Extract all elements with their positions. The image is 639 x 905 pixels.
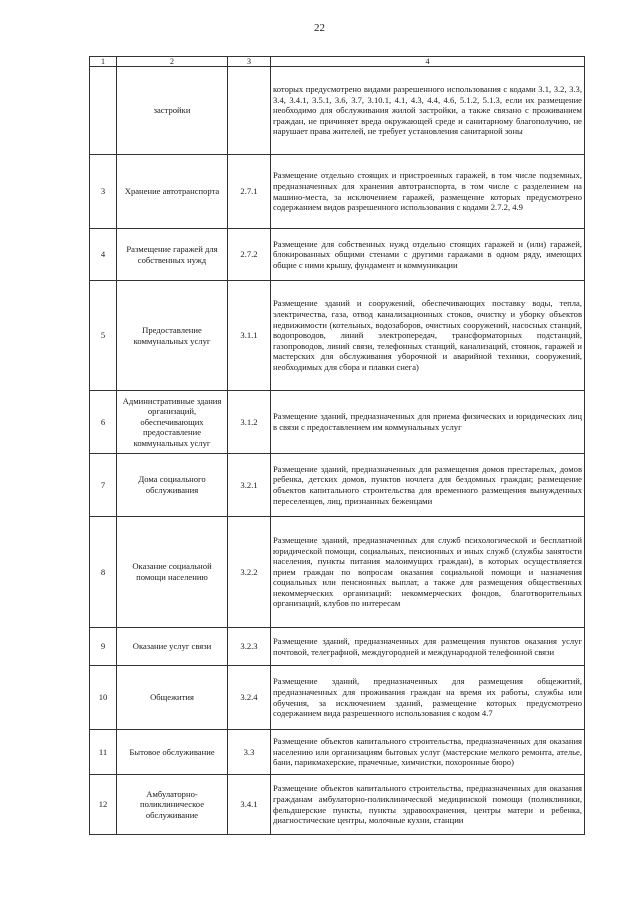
use-type-code: 3.2.4 [228,666,271,730]
use-type-name: Оказание социальной помощи населению [117,517,228,628]
table-row [90,67,585,155]
use-type-description: Размещение зданий и сооружений, обеспечивающих поставку воды, тепла, электричества, газа, отвод канализационных стоков, очистку и уборку объектов недвижимости (котельных, водозаборов, очистных сооружений, насосных станций, водопроводов, линий электропередач, трансформаторных подстанций, газопроводов, линий связи, телефонных станций, канализаций, стоянок, гаражей и мастерских для обслуживания уборочной и аварийной техники, сооружений, необходимых для сбора и плавки снега) [271,281,585,391]
use-type-description: Размещение зданий, предназначенных для приема физических и юридических лиц в связи с предоставлением им коммунальных услуг [271,391,585,454]
use-type-description: Размещение объектов капитального строительства, предназначенных для оказания населению или организациям бытовых услуг (мастерские мелкого ремонта, ателье, бани, парикмахерские, прачечные, химчистки, похоронные бюро) [271,730,585,775]
use-type-description: Размещение зданий, предназначенных для служб психологической и бесплатной юридической помощи, социальных, пенсионных и иных служб (службы занятости населения, пункты питания малоимущих граждан), в которых осуществляется прием граждан по вопросам оказания социальной помощи и назначения социальных или пенсионных выплат, а также для размещения общественных некоммерческих организаций: некоммерческих фондов, благотворительных организаций, клубов по интересам [271,517,585,628]
use-type-code: 2.7.2 [228,229,271,281]
use-type-code: 2.7.1 [228,155,271,229]
table-row [90,454,585,517]
table-row [90,391,585,454]
use-type-description: Размещение зданий, предназначенных для размещения пунктов оказания услуг почтовой, телеграфной, междугородней и международной телефонной связи [271,628,585,666]
use-type-name: застройки [117,67,228,155]
table-row [90,281,585,391]
use-type-name: Административные здания организаций, обеспечивающих предоставление коммунальных услуг [117,391,228,454]
header-col-1: 1 [90,57,117,67]
use-type-description: Размещение объектов капитального строительства, предназначенных для оказания гражданам амбулаторно-поликлинической медицинской помощи (поликлиники, фельдшерские пункты, пункты здравоохранения, центры матери и ребенка, диагностические центры, молочные кухни, станции [271,775,585,835]
use-type-description: Размещение зданий, предназначенных для размещения общежитий, предназначенных для проживания граждан на время их работы, службы или обучения, за исключением зданий, размещение которых предусмотрено содержанием вида разрешенного использования с кодом 4.7 [271,666,585,730]
use-type-name: Предоставление коммунальных услуг [117,281,228,391]
use-type-code: 3.4.1 [228,775,271,835]
use-type-name: Бытовое обслуживание [117,730,228,775]
row-number: 3 [90,155,117,229]
row-number: 11 [90,730,117,775]
row-number: 9 [90,628,117,666]
table-header-row [90,57,585,67]
row-number: 5 [90,281,117,391]
use-type-code: 3.2.1 [228,454,271,517]
table-row [90,155,585,229]
use-type-code: 3.1.2 [228,391,271,454]
header-col-4: 4 [271,57,585,67]
page-number: 22 [314,22,325,34]
row-number: 4 [90,229,117,281]
table-row [90,730,585,775]
row-number: 6 [90,391,117,454]
use-type-description: Размещение зданий, предназначенных для размещения домов престарелых, домов ребенка, детских домов, пунктов ночлега для бездомных граждан; размещение объектов капитального строительства для временного размещения вынужденных переселенцев, лиц, признанных беженцами [271,454,585,517]
use-type-description: Размещение отдельно стоящих и пристроенных гаражей, в том числе подземных, предназначенных для хранения автотранспорта, в том числе с разделением на машино-места, за исключением гаражей, размещение которых предусмотрено содержанием видов разрешенного использования с кодами 2.7.2, 4.9 [271,155,585,229]
use-type-description: которых предусмотрено видами разрешенного использования с кодами 3.1, 3.2, 3.3, 3.4, 3.4.1, 3.5.1, 3.6, 3.7, 3.10.1, 4.1, 4.3, 4.4, 4.6, 5.1.2, 5.1.3, если их размещение необходимо для обслуживания жилой застройки, а также связано с проживанием граждан, не причиняет вреда окружающей среде и санитарному благополучию, не нарушает права жителей, не требует установления санитарной зоны [271,67,585,155]
row-number [90,67,117,155]
row-number: 12 [90,775,117,835]
header-col-2: 2 [117,57,228,67]
use-type-description: Размещение для собственных нужд отдельно стоящих гаражей и (или) гаражей, блокированных общими стенами с другими гаражами в одном ряду, имеющих общие с ними крышу, фундамент и коммуникации [271,229,585,281]
use-type-code [228,67,271,155]
use-type-name: Размещение гаражей для собственных нужд [117,229,228,281]
use-type-code: 3.3 [228,730,271,775]
header-col-3: 3 [228,57,271,67]
use-type-name: Оказание услуг связи [117,628,228,666]
row-number: 10 [90,666,117,730]
use-type-code: 3.2.2 [228,517,271,628]
land-use-table [89,56,585,835]
row-number: 8 [90,517,117,628]
table-row [90,666,585,730]
row-number: 7 [90,454,117,517]
use-type-name: Амбулаторно-поликлиническое обслуживание [117,775,228,835]
use-type-name: Дома социального обслуживания [117,454,228,517]
use-type-code: 3.2.3 [228,628,271,666]
table-row [90,628,585,666]
use-type-code: 3.1.1 [228,281,271,391]
table-row [90,775,585,835]
use-type-name: Общежития [117,666,228,730]
use-type-name: Хранение автотранспорта [117,155,228,229]
table-row [90,517,585,628]
table-row [90,229,585,281]
